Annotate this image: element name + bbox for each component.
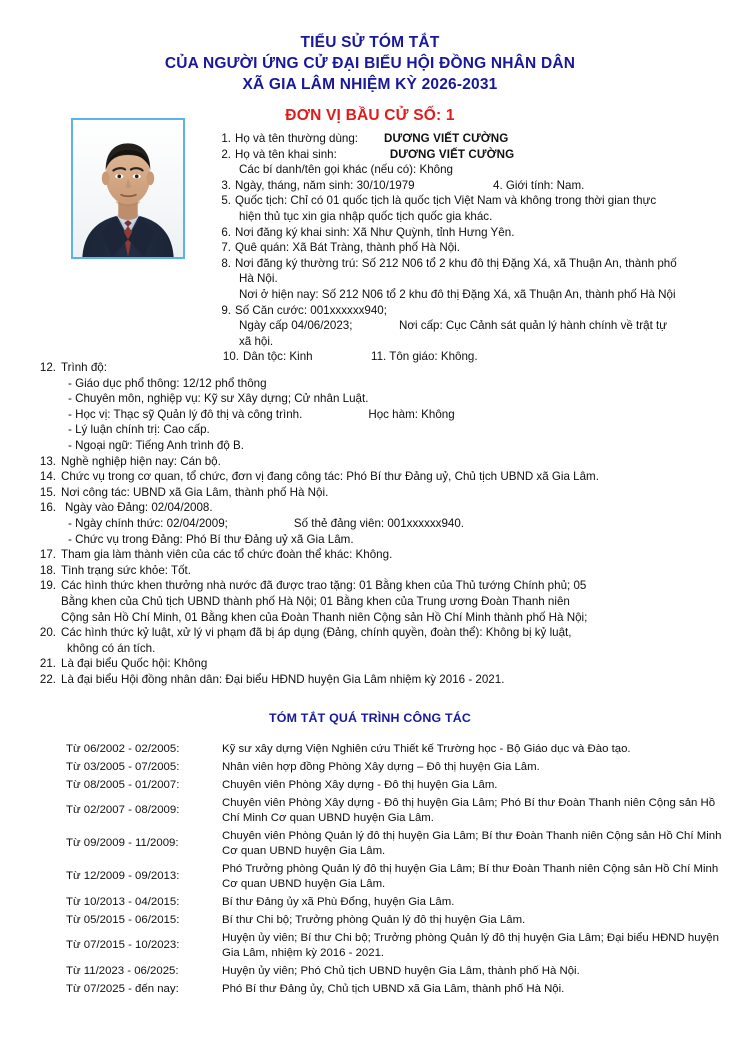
detail-item-18 <box>36 563 730 579</box>
birthname-label: Họ và tên khai sinh: <box>235 147 337 161</box>
identity-item-6 <box>218 225 730 241</box>
work-history-title: TÓM TẮT QUÁ TRÌNH CÔNG TÁC <box>268 711 472 725</box>
birthdate-text: Ngày, tháng, năm sinh: 30/10/1979 <box>235 178 415 192</box>
identity-item-8-current-address: Nơi ở hiện nay: Số 212 N06 tổ 2 khu đô thị Đặng Xá, xã Thuận An, thành phố Hà Nội <box>239 287 676 301</box>
item-text: Tình trạng sức khỏe: Tốt. <box>61 563 191 577</box>
identity-item-5-cont: hiện thủ tục xin gia nhập quốc tịch quốc gia khác. <box>239 209 493 223</box>
identity-section <box>218 131 730 365</box>
work-description: Bí thư Chi bộ; Trưởng phòng Quản lý đô thị huyện Gia Lâm. <box>222 913 526 926</box>
issue-place: Nơi cấp: Cục Cảnh sát quản lý hành chính về trật tự <box>399 319 667 333</box>
candidate-name-common: DƯƠNG VIẾT CƯỜNG <box>384 132 509 145</box>
detail-20-line-1: Các hình thức kỷ luật, xử lý vi phạm đã bị áp dụng (Đảng, chính quyền, đoàn thể): Không bị kỷ luật, <box>61 626 572 640</box>
detail-20-line-2: không có án tích. <box>67 641 156 655</box>
portrait-image <box>73 120 183 257</box>
item-number: 17. <box>39 548 56 562</box>
candidate-name-birth: DƯƠNG VIẾT CƯỜNG <box>389 147 515 161</box>
title-line-1: TIỂU SỬ TÓM TẮT <box>300 34 440 51</box>
item-number: 6. <box>221 225 231 239</box>
item-number: 22. <box>39 672 56 686</box>
item-number: 16. <box>39 501 56 515</box>
detail-16-official-date: - Ngày chính thức: 02/04/2009; <box>68 516 228 530</box>
work-description: Chuyên viên Phòng Quản lý đô thị huyện Gia Lâm; Bí thư Đoàn Thanh niên Cộng sản Hồ Chí Minh Cơ quan UBND huyện Gia Lâm. <box>222 829 722 857</box>
item-text: Chức vụ trong cơ quan, tổ chức, đơn vị đang công tác: Phó Bí thư Đảng uỷ, Chủ tịch UBND xã Gia Lâm. <box>61 470 599 484</box>
item-number: 20. <box>39 626 56 640</box>
identity-item-8 <box>218 256 730 272</box>
work-period: Từ 09/2009 - 11/2009: <box>66 837 179 849</box>
item-text <box>235 178 730 194</box>
identity-item-9-issue <box>218 318 730 334</box>
detail-item-15 <box>36 485 730 501</box>
item-number: 15. <box>39 485 56 499</box>
item-number: 10. <box>222 350 239 364</box>
detail-19-line-2: Bằng khen của Chủ tịch UBND thành phố Hà Nội; 01 Bằng khen của Trung ương Đoàn Thanh niên <box>61 594 570 608</box>
work-history-table <box>66 740 726 998</box>
work-period: Từ 08/2005 - 01/2007: <box>66 778 180 791</box>
item-text: Nơi công tác: UBND xã Gia Lâm, thành phố Hà Nội. <box>61 485 329 499</box>
item-text: Nơi đăng ký thường trú: Số 212 N06 tổ 2 khu đô thị Đặng Xá, xã Thuận An, thành phố <box>235 256 677 270</box>
item-number-11: 11. <box>371 350 387 364</box>
title-line-3: XÃ GIA LÂM NHIỆM KỲ 2026-2031 <box>242 76 498 93</box>
item-text <box>235 147 730 163</box>
item-text: Trình độ: <box>61 361 107 374</box>
detail-item-22 <box>36 672 730 688</box>
work-period: Từ 02/2007 - 08/2009: <box>66 804 180 816</box>
detail-12-specialty: - Chuyên môn, nghiệp vụ: Kỹ sư Xây dựng; Cử nhân Luật. <box>68 392 369 406</box>
gender-text <box>493 178 730 194</box>
work-description: Phó Trưởng phòng Quản lý đô thị huyện Gia Lâm; Bí thư Đoàn Thanh niên Cộng sản Hồ Chí Minh Cơ quan UBND huyện Gia Lâm. <box>222 862 719 890</box>
document-header <box>0 0 740 126</box>
table-row <box>66 794 726 827</box>
detail-item-19 <box>36 578 730 625</box>
identity-item-5 <box>218 193 730 209</box>
detail-item-14 <box>36 469 730 485</box>
item-text: Quê quán: Xã Bát Tràng, thành phố Hà Nội. <box>235 241 460 255</box>
identity-item-8-cont: Hà Nội. <box>239 272 278 286</box>
detail-12-academic-rank: Học hàm: Không <box>368 407 455 421</box>
detail-12-degree: - Học vị: Thạc sỹ Quản lý đô thị và công trình. <box>68 407 303 421</box>
table-row <box>66 740 726 758</box>
issue-date: Ngày cấp 04/06/2023; <box>239 319 353 333</box>
item-text <box>61 625 730 656</box>
item-text: Quốc tịch: Chỉ có 01 quốc tịch là quốc tịch Việt Nam và không trong thời gian thực <box>235 194 657 208</box>
table-row <box>66 758 726 776</box>
detail-19-line-1: Các hình thức khen thưởng nhà nước đã được trao tặng: 01 Bằng khen của Thủ tướng Chính phủ; 05 <box>61 579 587 593</box>
title-line-2: CỦA NGƯỜI ỨNG CỬ ĐẠI BIỂU HỘI ĐỒNG NHÂN DÂN <box>164 55 576 72</box>
identity-item-9 <box>218 303 730 319</box>
item-text: Nghề nghiệp hiện nay: Cán bộ. <box>61 454 221 468</box>
work-description: Bí thư Đảng ủy xã Phù Đổng, huyện Gia Lâm. <box>222 895 455 908</box>
work-period: Từ 11/2023 - 06/2025: <box>66 964 179 977</box>
detail-item-16 <box>36 500 730 516</box>
identity-item-2 <box>218 147 730 163</box>
detail-item-17 <box>36 547 730 563</box>
detail-16-card-number: Số thẻ đảng viên: 001xxxxxx940. <box>293 516 465 530</box>
item-text <box>61 578 730 625</box>
detail-12-degree-row <box>36 407 730 423</box>
detail-item-12 <box>36 360 730 376</box>
identity-item-3 <box>218 178 730 194</box>
identity-item-2-alias: Các bí danh/tên gọi khác (nếu có): Không <box>239 163 453 177</box>
item-number: 18. <box>39 563 56 577</box>
work-period: Từ 07/2025 - đến nay: <box>66 982 179 995</box>
item-text: Số Căn cước: 001xxxxxx940; <box>235 303 387 317</box>
gender-label: Giới tính: Nam. <box>505 178 585 192</box>
details-section <box>36 360 730 687</box>
work-period: Từ 07/2015 - 10/2023: <box>66 939 180 951</box>
item-number: 13. <box>39 454 56 468</box>
candidate-photo <box>71 118 185 259</box>
work-period: Từ 05/2015 - 06/2015: <box>66 913 180 926</box>
detail-item-13 <box>36 454 730 470</box>
table-row <box>66 980 726 998</box>
item-number: 2. <box>221 147 231 161</box>
item-number: 21. <box>39 657 56 671</box>
item-number: 14. <box>39 470 56 484</box>
table-row <box>66 911 726 929</box>
item-number: 1. <box>221 132 231 145</box>
work-description: Nhân viên hợp đồng Phòng Xây dựng – Đô thị huyện Gia Lâm. <box>222 760 540 773</box>
table-row <box>66 776 726 794</box>
work-description: Chuyên viên Phòng Xây dựng - Đô thị huyện Gia Lâm. <box>222 778 498 791</box>
detail-19-line-3: Cộng sản Hồ Chí Minh, 01 Bằng khen của Đoàn Thanh niên Cộng sản Hồ Chí Minh thành phố Hà Nội; <box>61 610 588 624</box>
detail-12-politics: - Lý luận chính trị: Cao cấp. <box>68 423 210 437</box>
work-period: Từ 10/2013 - 04/2015: <box>66 895 180 908</box>
item-number: 8. <box>221 256 231 270</box>
detail-item-21 <box>36 656 730 672</box>
item-text: Ngày vào Đảng: 02/04/2008. <box>65 501 213 515</box>
table-row <box>66 827 726 860</box>
item-number: 5. <box>221 194 231 208</box>
item-text: Nơi đăng ký khai sinh: Xã Như Quỳnh, tỉnh Hưng Yên. <box>235 225 515 239</box>
detail-12-education: - Giáo dục phổ thông: 12/12 phổ thông <box>68 376 267 390</box>
work-description: Huyện ủy viên; Bí thư Chi bộ; Trưởng phòng Quản lý đô thị huyện Gia Lâm; Đại biểu HĐND huyện Gia Lâm, nhiệm kỳ 2016 - 2021. <box>222 931 719 959</box>
name-label: Họ và tên thường dùng: <box>235 132 359 145</box>
item-text <box>235 131 730 147</box>
item-number: 9. <box>221 303 231 317</box>
work-description: Chuyên viên Phòng Xây dựng - Đô thị huyện Gia Lâm; Phó Bí thư Đoàn Thanh niên Cộng sản Hồ Chí Minh Cơ quan UBND huyện Gia Lâm. <box>222 796 716 824</box>
item-number: 3. <box>221 178 231 192</box>
work-period: Từ 12/2009 - 09/2013: <box>66 870 180 882</box>
table-row <box>66 860 726 893</box>
item-number: 7. <box>221 241 231 255</box>
work-period: Từ 03/2005 - 07/2005: <box>66 760 180 773</box>
table-row <box>66 893 726 911</box>
electoral-unit-label: ĐƠN VỊ BẦU CỬ SỐ: 1 <box>285 107 455 124</box>
detail-16-official-date-row <box>36 516 730 532</box>
work-description: Kỹ sư xây dựng Viện Nghiên cứu Thiết kế Trường học - Bộ Giáo dục và Đào tạo. <box>222 742 631 755</box>
item-number: 12. <box>39 361 56 374</box>
item-number-4: 4. <box>493 178 503 192</box>
work-period: Từ 06/2002 - 02/2005: <box>66 742 180 755</box>
detail-12-language: - Ngoại ngữ: Tiếng Anh trình độ B. <box>68 438 244 452</box>
item-text: Là đại biểu Hội đồng nhân dân: Đại biểu HĐND huyện Gia Lâm nhiệm kỳ 2016 - 2021. <box>61 672 505 686</box>
work-history-body <box>66 740 726 998</box>
work-description: Phó Bí thư Đảng ủy, Chủ tịch UBND xã Gia Lâm, thành phố Hà Nội. <box>222 982 565 995</box>
religion-label: Tôn giáo: Không. <box>389 350 478 364</box>
item-text: Là đại biểu Quốc hội: Không <box>61 657 208 671</box>
item-text: Tham gia làm thành viên của các tổ chức đoàn thể khác: Không. <box>61 548 393 562</box>
work-description: Huyện ủy viên; Phó Chủ tịch UBND huyện Gia Lâm, thành phố Hà Nội. <box>222 964 580 977</box>
item-number: 19. <box>39 579 56 593</box>
table-row <box>66 929 726 962</box>
table-row <box>66 962 726 980</box>
detail-item-20 <box>36 625 730 656</box>
ethnicity-label: Dân tộc: Kinh <box>243 350 313 364</box>
detail-16-party-position: - Chức vụ trong Đảng: Phó Bí thư Đảng uỷ xã Gia Lâm. <box>68 532 354 546</box>
identity-item-1 <box>218 131 730 147</box>
identity-item-9-cont2: xã hội. <box>239 334 274 348</box>
identity-item-7 <box>218 240 730 256</box>
